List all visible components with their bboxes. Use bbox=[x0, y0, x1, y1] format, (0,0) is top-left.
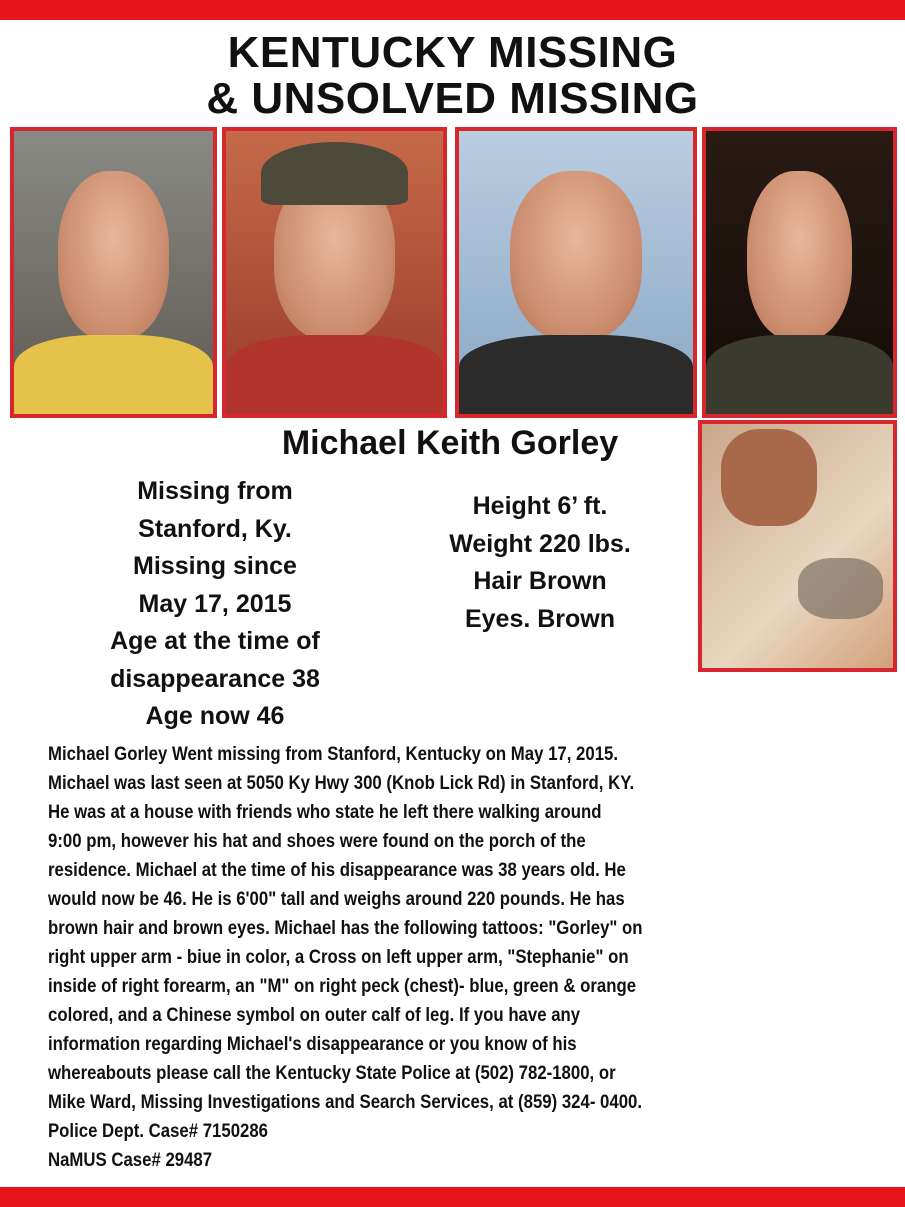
photo-4 bbox=[702, 127, 897, 418]
height: Height 6’ ft. bbox=[472, 492, 608, 520]
description bbox=[48, 740, 905, 1175]
eyes: Eyes. Brown bbox=[464, 604, 616, 633]
detail-line: Missing since bbox=[133, 552, 297, 580]
description-line: brown hair and brown eyes. Michael has the following tattoos: "Gorley" on bbox=[48, 917, 643, 939]
description-line: Mike Ward, Missing Investigations and Search Services, at (859) 324- 0400. bbox=[48, 1091, 643, 1113]
description-line: 9:00 pm, however his hat and shoes were found on the porch of the bbox=[48, 830, 586, 852]
detail-line: Age at the time of bbox=[110, 627, 320, 655]
photo-1 bbox=[10, 127, 217, 418]
namus-case-number: NaMUS Case# 29487 bbox=[48, 1149, 213, 1171]
physical-description bbox=[410, 488, 670, 638]
detail-line: Missing from bbox=[137, 477, 293, 505]
title-line-2: & UNSOLVED MISSING bbox=[206, 74, 699, 123]
detail-line: Age now 46 bbox=[145, 702, 285, 730]
description-line: would now be 46. He is 6'00" tall and weighs around 220 pounds. He has bbox=[48, 888, 625, 910]
description-line: colored, and a Chinese symbol on outer calf of leg. If you have any bbox=[48, 1004, 581, 1026]
detail-line: Stanford, Ky. bbox=[138, 514, 292, 543]
top-red-bar bbox=[0, 0, 905, 20]
description-line: right upper arm - biue in color, a Cross on left upper arm, "Stephanie" on bbox=[48, 946, 629, 968]
detail-line: May 17, 2015 bbox=[138, 589, 292, 618]
description-line: information regarding Michael's disappearance or you know of his bbox=[48, 1033, 577, 1055]
weight: Weight 220 lbs. bbox=[449, 529, 631, 558]
police-case-number: Police Dept. Case# 7150286 bbox=[48, 1120, 269, 1142]
description-line: Michael Gorley Went missing from Stanford, Kentucky on May 17, 2015. bbox=[48, 743, 619, 765]
photo-2 bbox=[222, 127, 447, 418]
missing-person-name: Michael Keith Gorley bbox=[281, 424, 619, 462]
description-line: inside of right forearm, an "M" on right peck (chest)- blue, green & orange bbox=[48, 975, 637, 997]
bottom-red-bar bbox=[0, 1187, 905, 1207]
photo-3 bbox=[455, 127, 697, 418]
hair: Hair Brown bbox=[473, 567, 607, 595]
description-line: Michael was last seen at 5050 Ky Hwy 300 (Knob Lick Rd) in Stanford, KY. bbox=[48, 772, 635, 794]
missing-details bbox=[70, 473, 360, 736]
description-line: whereabouts please call the Kentucky State Police at (502) 782-1800, or bbox=[48, 1062, 616, 1084]
title-line-1: KENTUCKY MISSING bbox=[227, 28, 678, 77]
description-line: He was at a house with friends who state he left there walking around bbox=[48, 801, 602, 823]
description-line: residence. Michael at the time of his disappearance was 38 years old. He bbox=[48, 859, 626, 881]
detail-line: disappearance 38 bbox=[110, 664, 320, 693]
